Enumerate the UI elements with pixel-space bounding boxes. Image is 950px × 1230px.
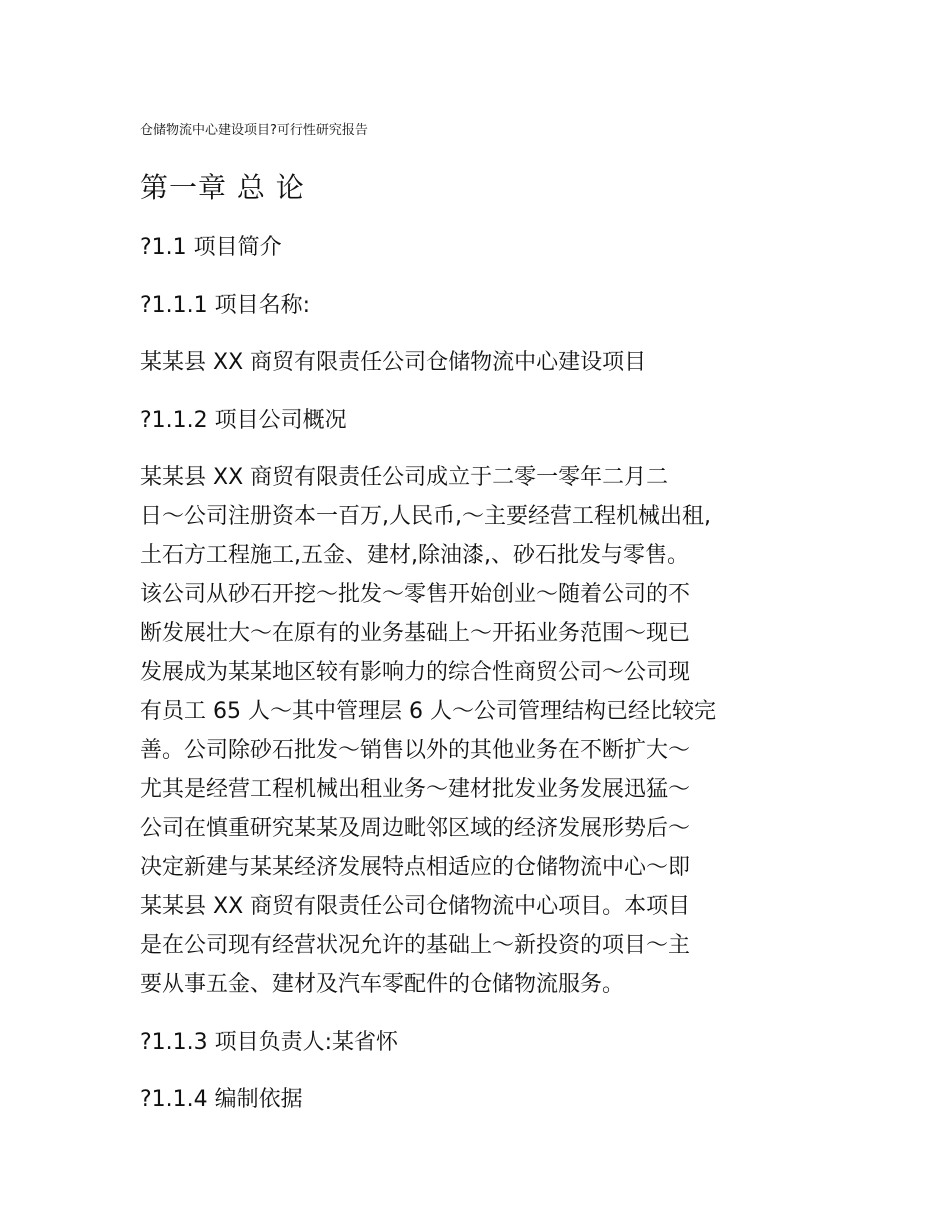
paragraph-line: 公司在慎重研究某某及周边毗邻区域的经济发展形势后～ <box>140 816 691 841</box>
section-heading-1-1-4: ?1.1.4 编制依据 <box>140 1087 303 1112</box>
paragraph-line: 尤其是经营工程机械出租业务～建材批发业务发展迅猛～ <box>140 777 691 802</box>
paragraph-line: 是在公司现有经营状况允许的基础上～新投资的项目～主 <box>140 933 691 958</box>
section-heading-1-1-3: ?1.1.3 项目负责人:某省怀 <box>140 1030 399 1055</box>
chapter-title: 第一章 总 论 <box>140 171 305 204</box>
section-heading-1-1: ?1.1 项目简介 <box>140 235 282 260</box>
paragraph-line: 有员工 65 人～其中管理层 6 人～公司管理结构已经比较完 <box>140 699 716 724</box>
paragraph-line: 土石方工程施工,五金、建材,除油漆,、砂石批发与零售。 <box>140 543 689 568</box>
paragraph-line: 要从事五金、建材及汽车零配件的仓储物流服务。 <box>140 972 625 997</box>
section-heading-1-1-1: ?1.1.1 项目名称: <box>140 293 311 318</box>
section-heading-1-1-2: ?1.1.2 项目公司概况 <box>140 408 347 433</box>
paragraph-line: 某某县 XX 商贸有限责任公司成立于二零一零年二月二 <box>140 465 669 490</box>
project-name-text: 某某县 XX 商贸有限责任公司仓储物流中心建设项目 <box>140 350 647 375</box>
running-header: 仓储物流中心建设项目?可行性研究报告 <box>140 123 368 138</box>
paragraph-line: 日～公司注册资本一百万,人民币,～主要经营工程机械出租, <box>140 504 711 529</box>
paragraph-line: 某某县 XX 商贸有限责任公司仓储物流中心项目。本项目 <box>140 894 691 919</box>
paragraph-line: 决定新建与某某经济发展特点相适应的仓储物流中心～即 <box>140 855 691 880</box>
paragraph-line: 该公司从砂石开挖～批发～零售开始创业～随着公司的不 <box>140 582 691 607</box>
paragraph-line: 善。公司除砂石批发～销售以外的其他业务在不断扩大～ <box>140 738 691 763</box>
paragraph-line: 发展成为某某地区较有影响力的综合性商贸公司～公司现 <box>140 660 691 685</box>
paragraph-line: 断发展壮大～在原有的业务基础上～开拓业务范围～现已 <box>140 621 691 646</box>
